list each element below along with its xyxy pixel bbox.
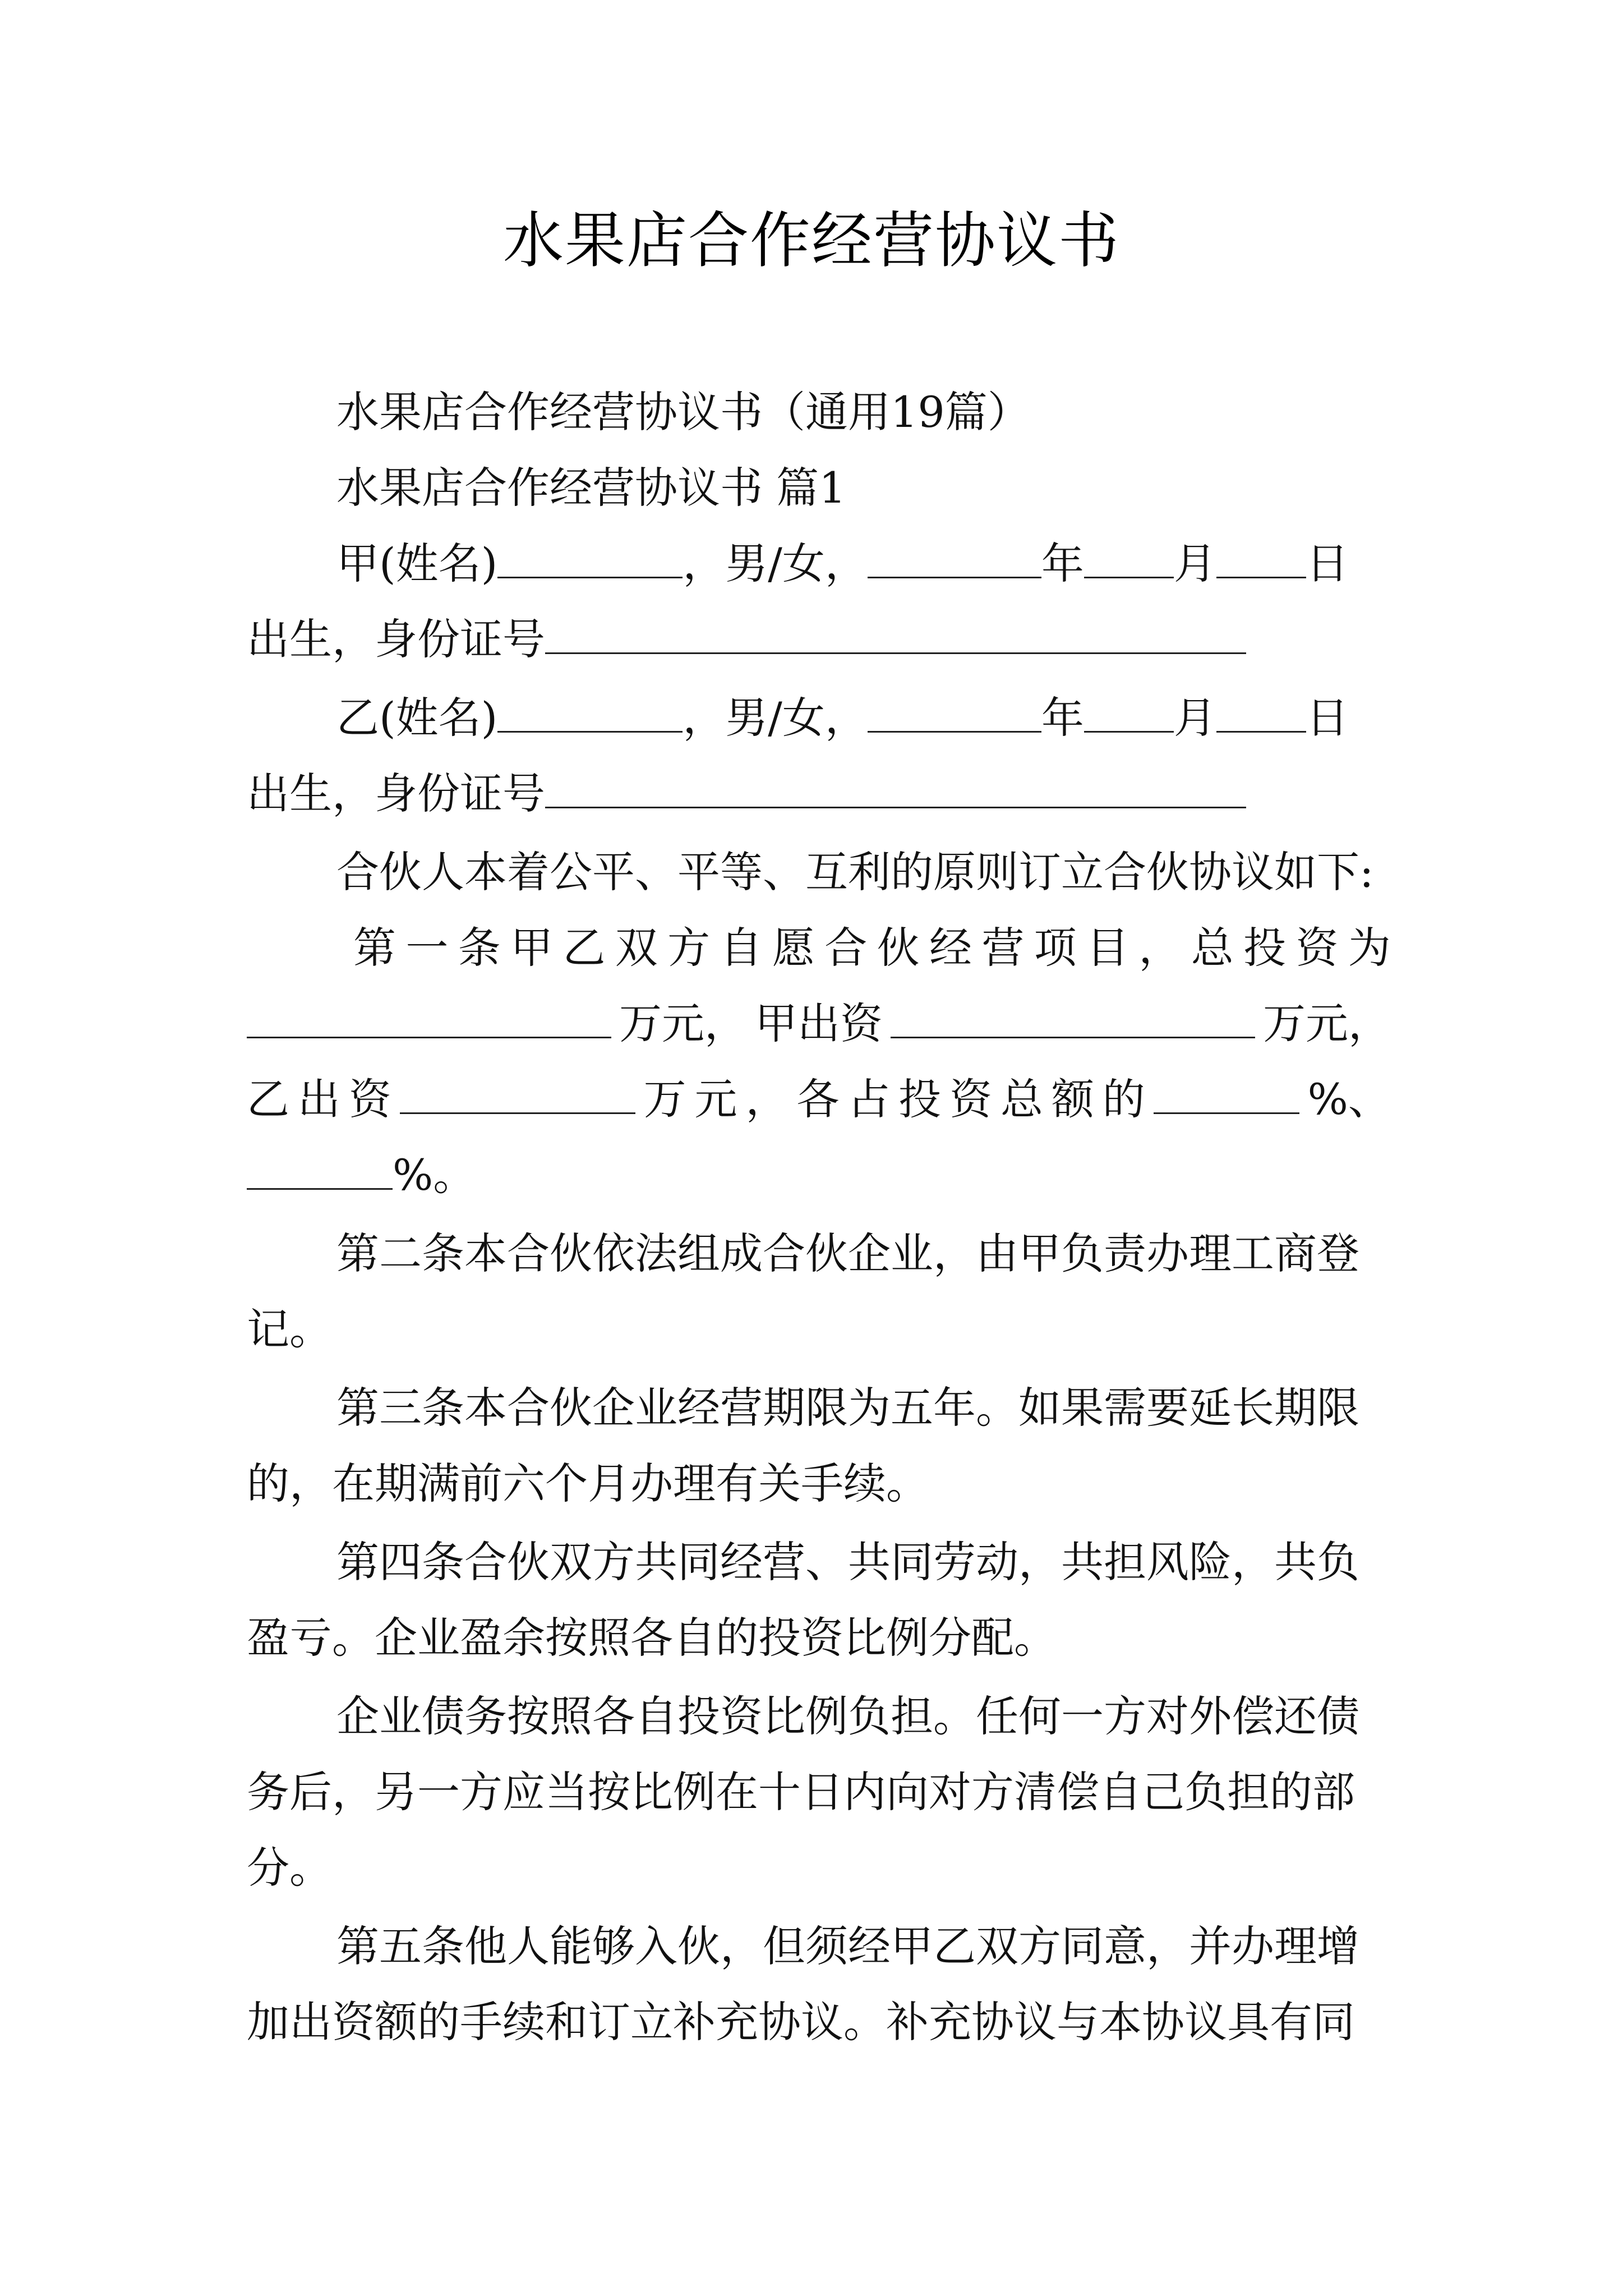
- party-a-day-label: 日: [1306, 539, 1349, 588]
- article-1-char: 目: [1086, 923, 1129, 973]
- debt-line-3: 分。: [247, 1843, 332, 1893]
- subtitle: 水果店合作经营协议书（通用19篇）: [336, 387, 1030, 437]
- party-a-gender: ，男/女，: [683, 539, 868, 588]
- document-title: 水果店合作经营协议书: [502, 206, 1120, 276]
- section-heading: 水果店合作经营协议书 篇1: [336, 463, 846, 513]
- party-b-unit-char: 万: [643, 1074, 686, 1124]
- party-b-day-label: 日: [1306, 693, 1349, 743]
- article-1-char: 甲: [510, 923, 554, 973]
- party-a-year-blank[interactable]: [868, 537, 1041, 578]
- article-1-char: 营: [981, 923, 1025, 973]
- article-5-line-2: 加出资额的手续和订立补充协议。补充协议与本协议具有同: [247, 1997, 1355, 2047]
- party-a-line: [336, 533, 1391, 595]
- share-char: 的: [1102, 1074, 1145, 1124]
- article-3-line-2: 的，在期满前六个月办理有关手续。: [247, 1458, 929, 1508]
- party-b-label: 乙(姓名): [336, 693, 498, 743]
- article-1-char: 为: [1348, 923, 1391, 973]
- article-1-line-4: [247, 1144, 1391, 1206]
- share-char: 各: [796, 1074, 840, 1124]
- article-1-char: 一: [405, 923, 449, 973]
- article-1-char: 合: [824, 923, 868, 973]
- party-a-name-blank[interactable]: [497, 537, 683, 578]
- party-a-birth-label: 出生，身份证号: [247, 614, 545, 664]
- party-b-id-line: [247, 763, 1391, 825]
- article-1-char: 第: [353, 923, 396, 973]
- party-b-percent-blank[interactable]: [247, 1149, 393, 1190]
- party-a-investment-label: 甲出资: [755, 999, 883, 1048]
- share-char: 占: [847, 1074, 891, 1124]
- party-b-gender: ，男/女，: [683, 693, 868, 743]
- party-b-unit-char: 元: [694, 1074, 737, 1124]
- party-b-investment-char: 资: [348, 1074, 391, 1124]
- party-b-day-blank[interactable]: [1216, 692, 1306, 733]
- article-1-char: 自: [720, 923, 763, 973]
- party-a-day-blank[interactable]: [1216, 537, 1306, 578]
- intro-paragraph: 合伙人本着公平、平等、互利的原则订立合伙协议如下:: [336, 847, 1374, 897]
- party-a-percent-blank[interactable]: [1154, 1073, 1299, 1114]
- total-investment-blank[interactable]: [247, 997, 611, 1038]
- percent-end: %。: [393, 1150, 476, 1200]
- article-1-char: 投: [1243, 923, 1287, 973]
- party-b-year-blank[interactable]: [868, 692, 1041, 733]
- party-b-line: [336, 687, 1391, 749]
- share-char: 资: [949, 1074, 993, 1124]
- article-1-char: 条: [458, 923, 501, 973]
- article-5-line-1: 第五条他人能够入伙，但须经甲乙双方同意，并办理增: [336, 1921, 1359, 1971]
- party-a-year-label: 年: [1041, 539, 1084, 588]
- share-char: 投: [898, 1074, 942, 1124]
- article-1-char: 愿: [772, 923, 815, 973]
- article-1-char: 乙: [562, 923, 606, 973]
- party-b-investment-blank[interactable]: [400, 1073, 635, 1114]
- article-4-line-1: 第四条合伙双方共同经营、共同劳动，共担风险，共负: [336, 1537, 1359, 1587]
- article-1-char: 伙: [877, 923, 920, 973]
- article-1-char: 项: [1034, 923, 1077, 973]
- party-b-investment-char: 乙: [247, 1074, 289, 1124]
- article-1-char: 双: [615, 923, 658, 973]
- article-2-line-1: 第二条本合伙依法组成合伙企业，由甲负责办理工商登: [336, 1228, 1359, 1278]
- party-b-investment-char: 出: [297, 1074, 340, 1124]
- article-1-char: 资: [1295, 923, 1339, 973]
- party-a-month-label: 月: [1173, 539, 1216, 588]
- article-1-char: ，: [1138, 923, 1182, 973]
- article-1-line-2: [247, 993, 1391, 1055]
- share-char: 总: [1000, 1074, 1043, 1124]
- percent-separator: %、: [1307, 1074, 1391, 1124]
- share-char: 额: [1051, 1074, 1094, 1124]
- party-b-year-label: 年: [1041, 693, 1084, 743]
- party-b-id-blank[interactable]: [545, 767, 1246, 808]
- article-1-line-3: [247, 1069, 1391, 1130]
- party-a-month-blank[interactable]: [1084, 537, 1174, 578]
- party-a-id-line: [247, 609, 1391, 670]
- total-unit-label: 万元，: [619, 999, 747, 1048]
- article-1-char: 总: [1191, 923, 1234, 973]
- debt-line-2: 务后，另一方应当按比例在十日内向对方清偿自己负担的部: [247, 1767, 1355, 1817]
- party-a-investment-blank[interactable]: [891, 997, 1255, 1038]
- party-b-name-blank[interactable]: [497, 692, 683, 733]
- party-b-unit-char: ，: [745, 1074, 789, 1124]
- party-b-month-label: 月: [1173, 693, 1216, 743]
- article-4-line-2: 盈亏。企业盈余按照各自的投资比例分配。: [247, 1613, 1057, 1663]
- party-b-birth-label: 出生，身份证号: [247, 769, 545, 818]
- article-1-line-1: [353, 917, 1391, 979]
- party-b-month-blank[interactable]: [1084, 692, 1174, 733]
- party-a-unit-label: 万元，: [1263, 999, 1391, 1048]
- article-1-char: 经: [929, 923, 972, 973]
- article-1-char: 方: [667, 923, 711, 973]
- party-a-id-blank[interactable]: [545, 613, 1246, 654]
- article-3-line-1: 第三条本合伙企业经营期限为五年。如果需要延长期限: [336, 1383, 1359, 1433]
- party-a-label: 甲(姓名): [336, 539, 498, 588]
- article-2-line-2: 记。: [247, 1304, 332, 1354]
- debt-line-1: 企业债务按照各自投资比例负担。任何一方对外偿还债: [336, 1691, 1359, 1741]
